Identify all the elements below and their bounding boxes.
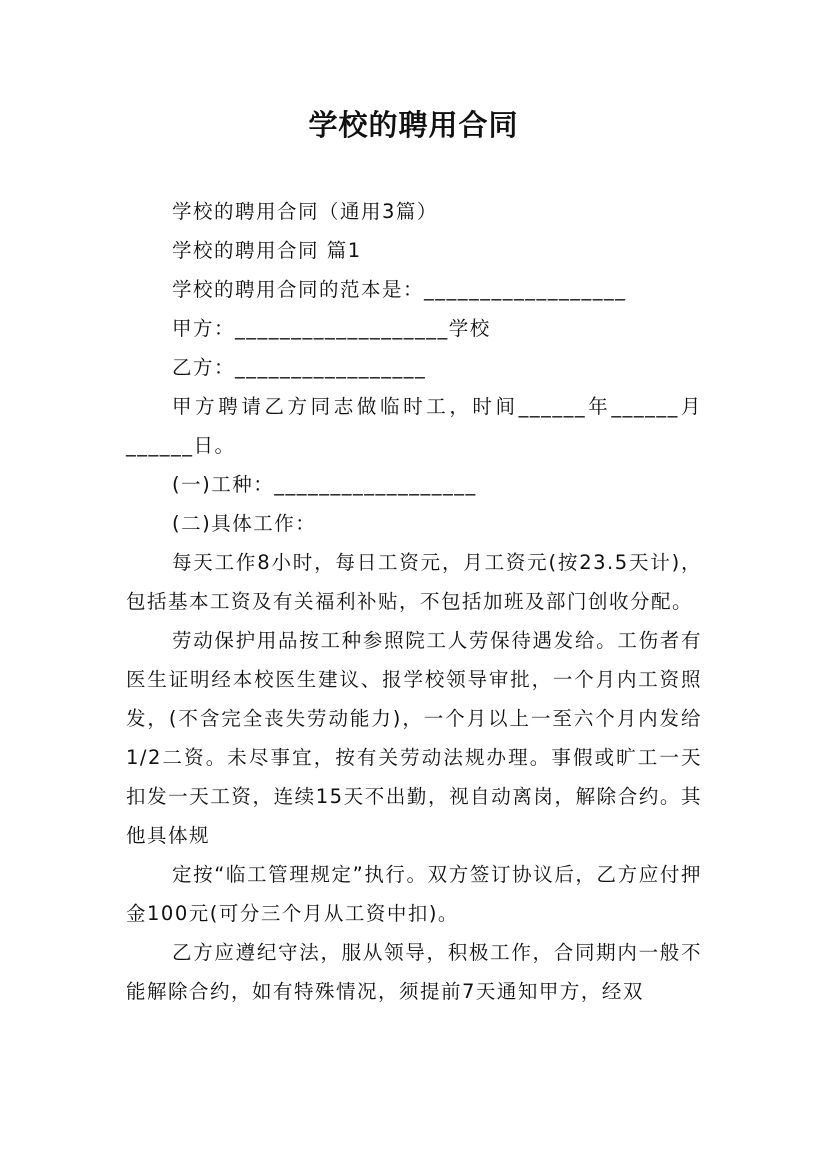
paragraph: 甲方聘请乙方同志做临时工，时间______年______月______日。 xyxy=(126,395,702,457)
paragraph: 乙方应遵纪守法，服从领导，积极工作，合同期内一般不能解除合约，如有特殊情况，须提前7天通知甲方，经双 xyxy=(126,941,702,1003)
paragraph: 学校的聘用合同 篇1 xyxy=(172,239,362,262)
paragraph: 劳动保护用品按工种参照院工人劳保待遇发给。工伤者有医生证明经本校医生建议、报学校领导审批，一个月内工资照发，(不含完全丧失劳动能力)，一个月以上一至六个月内发给1/2二资。未尽事宜，按有关劳动法规办理。事假或旷工一天扣发一天工资，连续15天不出勤，视自动离岗，解除合约。其他具体规 xyxy=(126,629,702,847)
document-title: 学校的聘用合同 xyxy=(308,108,519,142)
paragraph: 乙方：_________________ xyxy=(172,356,427,379)
paragraph: 定按“临工管理规定”执行。双方签订协议后，乙方应付押金100元(可分三个月从工资中扣)。 xyxy=(126,863,702,925)
paragraph: (二)具体工作： xyxy=(172,512,317,535)
document-body xyxy=(126,192,702,1011)
paragraph: 学校的聘用合同（通用3篇） xyxy=(172,200,438,223)
paragraph: 学校的聘用合同的范本是：__________________ xyxy=(172,278,627,301)
paragraph: (一)工种：__________________ xyxy=(172,473,477,496)
paragraph: 每天工作8小时，每日工资元，月工资元(按23.5天计)，包括基本工资及有关福利补贴，不包括加班及部门创收分配。 xyxy=(126,551,702,613)
paragraph: 甲方：___________________学校 xyxy=(172,317,491,340)
